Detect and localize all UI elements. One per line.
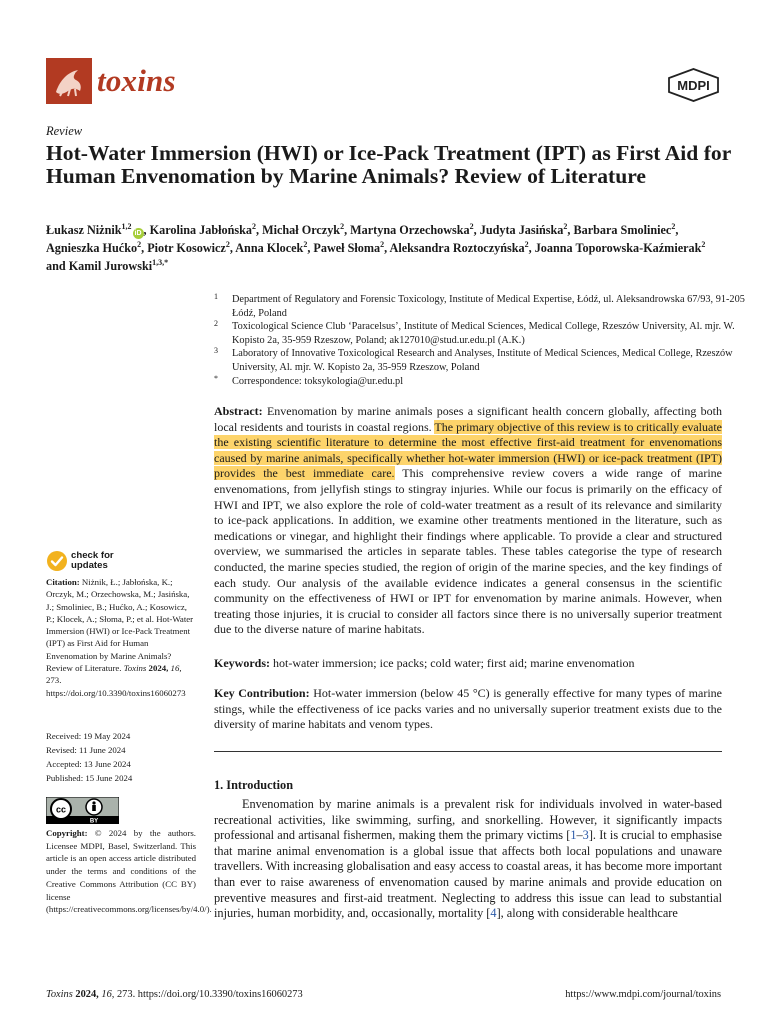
intro-text-1: Envenomation by marine animals is a prevalent risk for individuals involved in water-based recreational activities, like swimming, surfing, and snorkelling. However, it significantly impacts professional and artisanal fishermen, making them the primary victims [ [214,797,722,843]
affiliation-text: Toxicological Science Club ‘Paracelsus’, Institute of Medical Sciences, Medical College, Rzeszów University, Al. mjr. W. Kopisto 2a, 35-959 Rzeszow, Poland; ak127010@stud.ur.edu.pl (A.K.) [232,321,735,346]
author-affiliation-mark: 2 [303,240,308,250]
mdpi-logo-icon [667,68,720,102]
orcid-icon[interactable]: iD [134,230,142,237]
check-line-1: check for [71,550,114,561]
author-affiliation-mark: 2 [252,221,257,231]
key-contribution-label: Key Contribution: [214,686,310,700]
citation-block [46,576,196,699]
key-contribution [214,686,722,733]
citation-journal: Toxins [123,663,147,674]
keywords-label: Keywords: [214,656,270,670]
author-affiliation-mark: 2 [701,240,706,250]
date-accepted: Accepted: 13 June 2024 [46,759,131,770]
author-name[interactable]: Karolina Jabłońska [149,223,253,237]
footer-journal-url[interactable]: https://www.mdpi.com/journal/toxins [565,989,721,1000]
affiliation-item [214,375,754,389]
citation-text: Niżnik, Ł.; Jabłońska, K.; Orczyk, M.; Orzechowska, M.; Jasińska, J.; Smoliniec, B.; Hućko, A.; Kosowicz, P.; Klocek, A.; Słoma, P.; et al. Hot-Water Immersion (HWI) or Ice-Pack Treatment (IPT) as First Aid for Human Envenomation by Marine Animals? Review of Literature. [46,577,194,674]
author-name[interactable]: Kamil Jurowski [68,259,153,274]
affiliation-item [214,320,754,347]
date-revised: Revised: 11 June 2024 [46,745,126,756]
footer-citation [46,989,303,1000]
affiliations [214,293,754,388]
abstract-post: This comprehensive review covers a wide range of marine envenomations, from jellyfish stings to stingray injuries. While our focus is primarily on the efficacy of HWI and IPT, we also explore the role of cold-water treatment as a result of its relevance and similarity to ice-pack applications. In addition, we examine other treatments mentioned in the literature, such as medications or vinegar, and highlight their findings where applicable. To provide a clear and structured overview, we summarised the articles in separate tables. These tables categorise the type of research conducted, the marine species studied, the region of origin of the marine species, and the key findings of each study. Our analysis of the available evidence indicates a general consensus in the scientific community on the effectiveness of HWI or IPT for envenomation by marine animals. However, when treating those injuries, it is crucial to consider all factors since there is no universally superior treatment due to the diverse nature of marine habitats. [214,466,722,637]
author-name[interactable]: Martyna Orzechowska [350,223,470,237]
affiliation-mark: 3 [214,346,218,356]
author-name[interactable]: Agnieszka Hućko [46,241,138,256]
author-name[interactable]: Paweł Słoma [313,241,381,256]
citation-year: 2024, [148,663,169,674]
author-affiliation-mark: 2 [671,221,676,231]
author-affiliation-mark: 2 [380,240,385,250]
journal-logo-icon [46,58,92,104]
check-for-updates-icon[interactable] [46,550,68,572]
copyright-notice [46,827,212,916]
abstract [214,404,722,638]
ref-link-3[interactable]: 3 [582,828,589,843]
author-affiliation-mark: 2 [563,221,568,231]
keywords-text: hot-water immersion; ice packs; cold water; first aid; marine envenomation [273,656,635,670]
author-affiliation-mark: 1,3,* [152,258,169,268]
check-for-updates-label[interactable] [71,551,114,571]
affiliation-item [214,347,754,374]
author-name[interactable]: Judyta Jasińska [479,223,564,237]
ref-dash: – [576,828,583,843]
citation-volume: 16, [170,663,182,674]
key-contribution-text: Hot-water immersion (below 45 °C) is generally effective for many types of marine stings, while the effectiveness of ice packs varies and no universally superior treatment exists due to the diversity of marine habitats and venom types. [214,686,722,732]
date-published: Published: 15 June 2024 [46,773,133,784]
author-name[interactable]: Barbara Smoliniec [573,223,672,237]
copyright-label: Copyright: [46,828,88,838]
date-received: Received: 19 May 2024 [46,731,131,741]
footer-year: 2024, [75,989,99,1000]
ref-link-4[interactable]: 4 [490,906,497,921]
abstract-label: Abstract: [214,404,263,418]
footer-doi[interactable]: 273. https://doi.org/10.3390/toxins16060273 [116,989,303,1000]
copyright-text: © 2024 by the authors. Licensee MDPI, Basel, Switzerland. This article is an open access article distributed under the terms and conditions of the Creative Commons Attribution (CC BY) license (https://creativecommons.org/licenses/by/4.0/). [46,828,212,915]
affiliation-mark: 1 [214,292,218,301]
author-name[interactable]: Michał Orczyk [262,223,341,237]
section-divider [214,751,722,752]
citation-doi[interactable]: 273. https://doi.org/10.3390/toxins16060273 [46,675,186,698]
author-name[interactable]: Anna Klocek [235,241,304,256]
author-list: Łukasz Niżnik$^{1,2}$iD , Karolina Jabłońska$^2$, Michał Orczyk$^2$, Martyna Orzechowska$^2$, Judyta Jasińska$^2$, Barbara Smoliniec$^2$, Agnieszka Hućko$^2$, Piotr Kosowicz$^2$, Anna Klocek$^2$, Paweł Słoma$^2$, Aleksandra Roztoczyńska$^2$, Joanna Toporowska-Kaźmierak$^2$ and Kamil Jurowski$^{1,3,*}$ [46,221,706,274]
affiliation-item [214,293,754,320]
footer-journal: Toxins [46,989,73,1000]
ref-link-1[interactable]: 1 [570,828,577,843]
abstract-pre: Envenomation by marine animals poses a significant health concern globally, affecting both local residents and tourists in coastal regions. [214,404,723,434]
citation-label: Citation: [46,577,80,587]
author-affiliation-mark: 2 [225,240,230,250]
keywords [214,656,722,672]
publication-dates [46,729,196,785]
journal-name: toxins [97,63,176,98]
author-affiliation-mark: 1,2 [121,221,132,231]
mdpi-logo-text: MDPI [677,78,710,93]
affiliation-text: Department of Regulatory and Forensic Toxicology, Institute of Medical Expertise, Łódź, ul. Aleksandrowska 67/93, 91-205 Łódź, Poland [232,294,745,319]
intro-text-3: ], along with considerable healthcare [496,906,678,921]
author-name[interactable]: Łukasz Niżnik [46,223,122,237]
section-heading-introduction: 1. Introduction [214,778,294,792]
author-affiliation-mark: 2 [340,221,345,231]
abstract-highlight: The primary objective of this review is to critically evaluate the existing scientific literature to determine the most effective first-aid treatment for envenomations caused by marine animals, specifically whether hot-water immersion (HWI) or ice-pack treatment (IPT) provides the best immediate care. [214,419,722,481]
affiliation-text: Correspondence: toksykologia@ur.edu.pl [232,375,404,387]
author-affiliation-mark: 2 [469,221,474,231]
article-title: Hot-Water Immersion (HWI) or Ice-Pack Treatment (IPT) as First Aid for Human Envenomation by Marine Animals? Review of Literature [46,141,731,188]
footer-volume: 16, [101,989,115,1000]
cc-by-license-icon[interactable] [46,797,119,824]
svg-text:cc: cc [55,804,67,815]
introduction-paragraph [214,797,722,922]
authors-and: and [46,259,66,274]
author-name[interactable]: Piotr Kosowicz [147,241,226,256]
check-line-2: updates [71,560,108,571]
author-affiliation-mark: 2 [137,240,142,250]
intro-text-2: ]. It is crucial to emphasise that marine animal envenomation is a global issue that affects both local populations and unaware travellers. With increasing globalisation and easy access to coastal areas, it has become more important than ever to raise awareness of envenomation caused by marine animals and provide education on preventive measures and first-aid treatment. Neglecting to address this issue can lead to substantial injuries, human morbidity, and, occasionally, mortality [ [214,828,722,921]
affiliation-text: Laboratory of Innovative Toxicological Research and Analyses, Institute of Medical Sciences, Medical College, Rzeszów University, Al. mjr. W. Kopisto 2a, 35-959 Rzeszow, Poland [232,348,733,373]
author-name[interactable]: Joanna Toporowska-Kaźmierak [534,241,702,256]
affiliation-mark: 2 [214,319,218,329]
author-name[interactable]: Aleksandra Roztoczyńska [389,241,525,256]
article-type: Review [46,124,83,138]
affiliation-mark: * [214,373,218,383]
cc-by-label: BY [89,818,99,824]
author-affiliation-mark: 2 [524,240,529,250]
